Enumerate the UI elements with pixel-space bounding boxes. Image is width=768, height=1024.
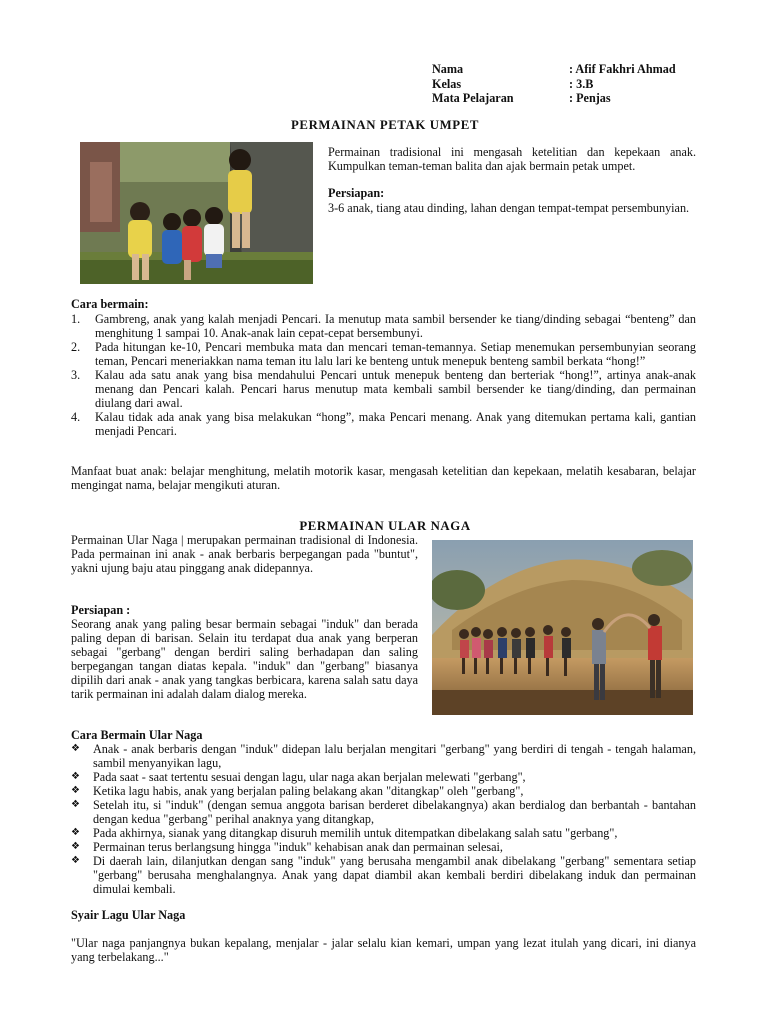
step-text: Pada hitungan ke-10, Pencari membuka mata dan mencari teman-temannya. Setiap menemukan persembunyian seorang teman, Pencari meneriakkan nama teman itu lalu lari ke benteng untuk menepuk benteng sambil berkata “hong!” bbox=[95, 340, 696, 368]
petak-prep-text: 3-6 anak, tiang atau dinding, lahan dengan tempat-tempat persembunyian. bbox=[328, 201, 690, 215]
diamond-bullet-icon: ❖ bbox=[71, 827, 80, 838]
petak-intro: Permainan tradisional ini mengasah ketelitian dan kepekaan anak. Kumpulkan teman-teman balita dan ajak bermain petak umpet. bbox=[328, 145, 696, 173]
snake-dragon-game-photo bbox=[432, 540, 693, 715]
petak-steps-list bbox=[71, 312, 696, 438]
list-item bbox=[71, 854, 696, 896]
rule-text: Permainan terus berlangsung hingga "induk" kehabisan anak dan permainan selesai, bbox=[93, 840, 503, 854]
list-item bbox=[71, 770, 696, 784]
info-row-nama bbox=[432, 62, 676, 77]
list-item bbox=[71, 798, 696, 826]
petak-prep-heading: Persiapan: bbox=[328, 186, 385, 200]
list-item bbox=[71, 312, 696, 340]
rule-text: Ketika lagu habis, anak yang berjalan paling belakang akan "ditangkap" oleh "gerbang", bbox=[93, 784, 524, 798]
diamond-bullet-icon: ❖ bbox=[71, 855, 80, 866]
info-row-mapel bbox=[432, 91, 676, 106]
ular-cara-heading: Cara Bermain Ular Naga bbox=[71, 728, 203, 742]
step-number: 2. bbox=[71, 340, 81, 354]
step-number: 4. bbox=[71, 410, 81, 424]
list-item bbox=[71, 840, 696, 854]
hide-and-seek-photo bbox=[80, 142, 313, 284]
list-item bbox=[71, 368, 696, 410]
petak-cara-heading: Cara bermain: bbox=[71, 297, 149, 311]
ular-prep-heading: Persiapan : bbox=[71, 603, 131, 617]
rule-text: Pada saat - saat tertentu sesuai dengan lagu, ular naga akan berjalan melewati "gerbang", bbox=[93, 770, 526, 784]
list-item bbox=[71, 340, 696, 368]
syair-text: "Ular naga panjangnya bukan kepalang, menjalar - jalar selalu kian kemari, umpan yang lezat itulah yang dicari, ini dianya yang terbelakang..." bbox=[71, 936, 696, 964]
step-text: Kalau tidak ada anak yang bisa melakukan “hong”, maka Pencari menang. Anak yang ditemukan pertama kali, gantian menjadi Pencari. bbox=[95, 410, 696, 438]
diamond-bullet-icon: ❖ bbox=[71, 771, 80, 782]
rule-text: Di daerah lain, dilanjutkan dengan sang "induk" yang berusaha mengambil anak dibelakang "gerbang" sementara setiap "gerbang" berusaha menghalangnya. Anak yang dapat diambil akan kembali berdiri dibelakang induk dan permainan dimulai kembali. bbox=[93, 854, 696, 896]
rule-text: Pada akhirnya, sianak yang ditangkap disuruh memilih untuk ditempatkan dibelakang salah satu "gerbang", bbox=[93, 826, 618, 840]
info-value: : Afif Fakhri Ahmad bbox=[569, 62, 676, 76]
student-info bbox=[432, 62, 676, 106]
syair-heading: Syair Lagu Ular Naga bbox=[71, 908, 186, 922]
info-label: Mata Pelajaran bbox=[432, 91, 514, 105]
info-value: : Penjas bbox=[569, 91, 611, 105]
rule-text: Setelah itu, si "induk" (dengan semua anggota barisan berderet dibelakangnya) akan berdialog dan berbantah - bantahan dengan kedua "gerbang" perihal anaknya yang ditangkap, bbox=[93, 798, 696, 826]
info-label: Nama bbox=[432, 62, 464, 76]
ular-prep-text: Seorang anak yang paling besar bermain sebagai "induk" dan berada paling depan di barisan. Selain itu terdapat dua anak yang berperan sebagai "gerbang" dengan berdiri saling berhadapan dan saling berpegangan tangan diatas kepala. "induk" dan "gerbang" biasanya dipilih dari anak - anak yang tangkas berbicara, karena salah satu daya tarik permainan ini adalah dalam dialog mereka. bbox=[71, 617, 418, 701]
list-item bbox=[71, 742, 696, 770]
diamond-bullet-icon: ❖ bbox=[71, 743, 80, 754]
step-text: Gambreng, anak yang kalah menjadi Pencari. Ia menutup mata sambil bersender ke tiang/dinding sebagai “benteng” dan menghitung 1 sampai 10. Anak-anak lain cepat-cepat bersembunyi. bbox=[95, 312, 696, 340]
step-number: 3. bbox=[71, 368, 81, 382]
step-number: 1. bbox=[71, 312, 81, 326]
petak-title: PERMAINAN PETAK UMPET bbox=[291, 118, 479, 132]
ular-rules-list bbox=[71, 742, 696, 896]
diamond-bullet-icon: ❖ bbox=[71, 841, 80, 852]
ular-title: PERMAINAN ULAR NAGA bbox=[299, 519, 471, 533]
ular-intro: Permainan Ular Naga | merupakan permainan tradisional di Indonesia. Pada permainan ini anak - anak berbaris berpegangan pada "buntut", yakni ujung baju atau pinggang anak didepannya. bbox=[71, 533, 418, 575]
rule-text: Anak - anak berbaris dengan "induk" didepan lalu berjalan mengitari "gerbang" yang berdiri di tengah - tengah halaman, sambil menyanyikan lagu, bbox=[93, 742, 696, 770]
diamond-bullet-icon: ❖ bbox=[71, 785, 80, 796]
info-value: : 3.B bbox=[569, 76, 594, 91]
petak-manfaat: Manfaat buat anak: belajar menghitung, melatih motorik kasar, mengasah ketelitian dan kepekaan, melatih kesabaran, belajar mengingat nama, belajar mengikuti aturan. bbox=[71, 464, 696, 492]
list-item bbox=[71, 410, 696, 438]
list-item bbox=[71, 784, 696, 798]
info-label: Kelas bbox=[432, 76, 462, 91]
info-row-kelas bbox=[432, 77, 676, 92]
step-text: Kalau ada satu anak yang bisa mendahului Pencari untuk menepuk benteng dan berteriak “hong!”, artinya anak-anak menang dan Pencari kalah. Pencari harus menutup mata kembali sambil bersender ke tiang/dinding, dan permainan diulang dari awal. bbox=[95, 368, 696, 410]
diamond-bullet-icon: ❖ bbox=[71, 799, 80, 810]
list-item bbox=[71, 826, 696, 840]
